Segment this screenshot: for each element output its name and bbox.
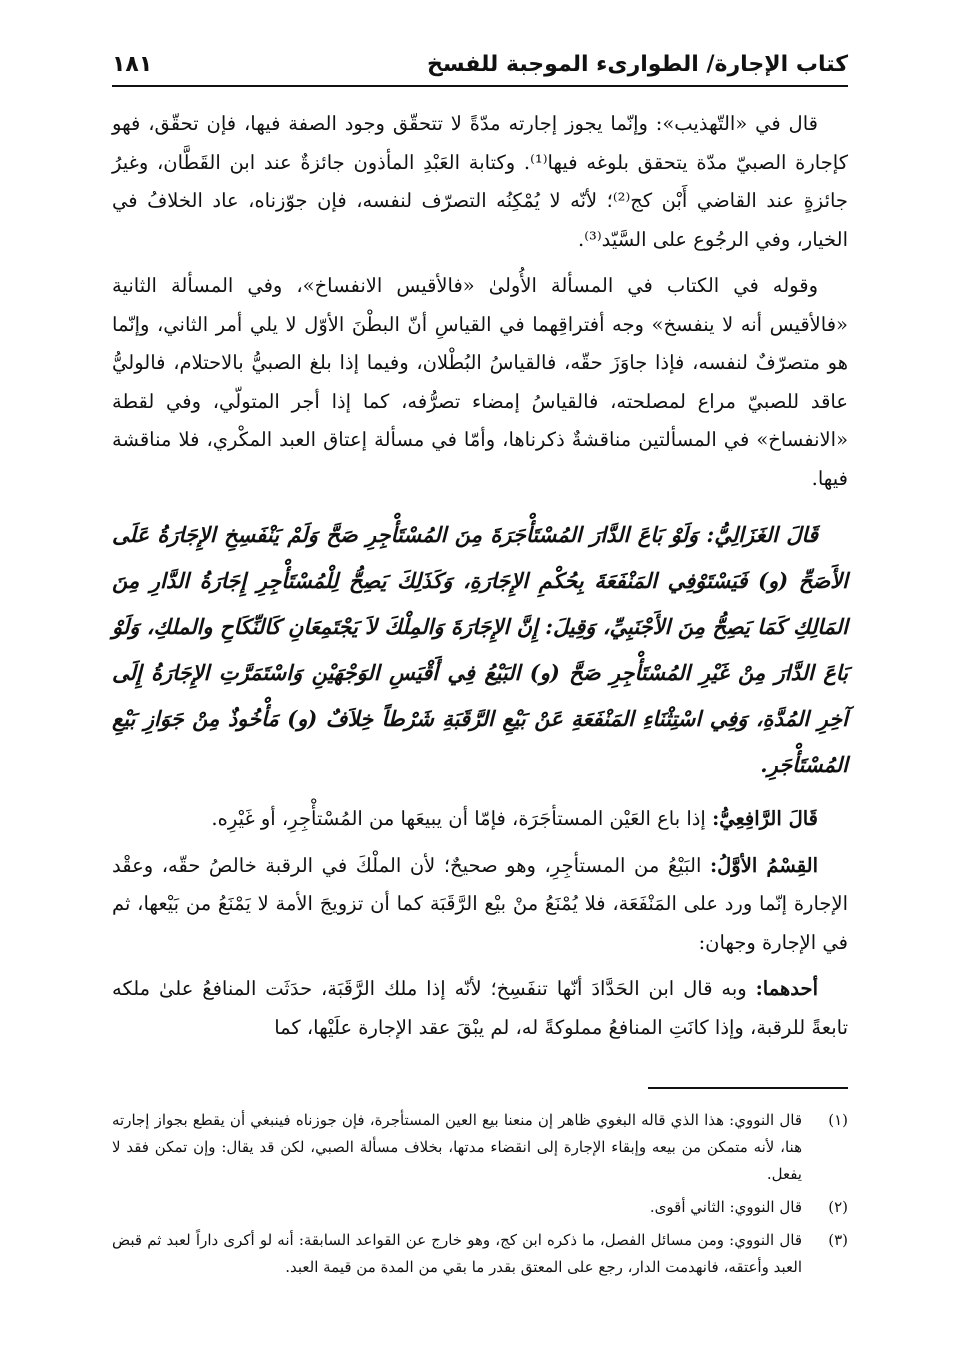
rafii-text: إذا باع العَيْن المستأجَرَة، فإمّا أن يبيعَها من المُسْتأْجِرِ، أو غَيْرِه. xyxy=(211,807,706,830)
footnote xyxy=(112,1107,848,1188)
footnote-separator xyxy=(648,1087,848,1089)
footnote xyxy=(112,1227,848,1281)
footnote-text: قال النووي: هذا الذي قاله البغوي ظاهر إن منعنا بيع العين المستأجرة، فإن جوزناه فينبغي أن يقطع بجواز إجارته هنا، لأنه متمكن من بيعه وإبقاء الإجارة إلى انقضاء مدتها، بخلاف مسألة الصبي، لكن قد يقال: وإن تمكن فقد لا يفعل. xyxy=(112,1111,802,1183)
ahad-label: أحدهما: xyxy=(755,977,818,1000)
qism-label: القِسْمُ الأوَّلُ: xyxy=(709,853,818,877)
footnote-number: (٣) xyxy=(828,1231,848,1249)
footnote-text: قال النووي: الثاني أقوى. xyxy=(649,1198,802,1216)
ghazali-text: وَلَوْ بَاعَ الدَّارَ المُسْتَأْجَرَةَ مِنَ المُسْتَأْجِرِ صَحَّ وَلَمْ يَنْفَسِخِ الإِجَارَةُ عَلَى الأَصَحِّ (و) فَيَسْتَوْفِي المَنْفَعَةَ بِحُكْمِ الإِجَارَةِ، وَكَذَلِكَ يَصِحُّ لِلْمُسْتَأْجِرِ إِجَارَةُ الدَّارِ مِنَ المَالِكِ كَمَا يَصِحُّ مِنَ الأَجْنَبِيِّ، وَقِيلَ: إِنَّ الإِجَارَةَ وَالمِلْكَ لاَ يَجْتَمِعَانِ كَالنِّكَاحِ والملكِ، وَلَوْ بَاعَ الدَّارَ مِنْ غَيْرِ المُسْتَأْجِرِ صَحَّ (و) البَيْعُ فِي أَقْيَسِ الوَجْهَيْنِ وَاسْتَمَرَّتِ الإِجَارَةُ إِلَى آخِرِ المُدَّةِ، وَفِي اسْتِثْنَاءِ المَنْفَعَةِ عَنْ بَيْعِ الرَّقَبَةِ شَرْطاً خِلاَفٌ (و) مَأْخُوذٌ مِنْ جَوَازِ بَيْعِ المُسْتَأْجَرِ. xyxy=(112,522,848,777)
page-header xyxy=(112,52,848,87)
ghazali-label: قَالَ الغَزَالِيُّ: xyxy=(706,522,818,547)
matn-ghazali xyxy=(112,512,848,788)
page-number: ١٨١ xyxy=(112,52,153,77)
footnote-number: (١) xyxy=(828,1111,848,1129)
paragraph-qism-awwal xyxy=(112,847,848,963)
paragraph-rafii xyxy=(112,800,848,839)
main-text xyxy=(112,105,848,1047)
footnotes xyxy=(112,1107,848,1281)
paragraph-qawluhu: وقوله في الكتاب في المسألة الأُولىٰ «فالأقيس الانفساخ»، وفي المسألة الثانية «فالأقيس أنه لا ينفسخ» وجه أفتراقِهما في القياسِ أنّ البطْنَ الأوّل لا يلي أمر الثاني، وإنّما هو متصرّفٌ لنفسه، فإذا جاوَزَ حقّه، فالقياسُ البُطْلان، وفيما إذا بلغ الصبيُّ بالاحتلام، فالوليُّ عاقد للصبيّ مراع لمصلحته، فالقياسُ إمضاء تصرُّفه، كما إذا أجر المتولّي، وفي لقطة «الانفساخ» في المسألتين مناقشةٌ ذكرناها، وأمّا في مسألة إعتاق العبد المكْري، فلا مناقشة فيها. xyxy=(112,274,848,490)
footnote-number: (٢) xyxy=(828,1198,848,1216)
ahad-text: وبه قال ابن الحَدَّادَ أنّها تنفَسِخ؛ لأنّه إذا ملك الرَّقَبَة، حدَثَت المنافعُ علىٰ ملكه تابعةً للرقبة، وإذا كانَتِ المنافعُ مملوكةً له، لم يبْقَ عقد الإجارة علَيْها، كما xyxy=(112,977,848,1039)
rafii-label: قَالَ الرَّافِعِيُّ: xyxy=(712,807,818,830)
paragraph-ahaduhuma xyxy=(112,970,848,1047)
running-title: كتاب الإجارة/ الطوارىء الموجبة للفسخ xyxy=(427,52,848,77)
qism-text: البَيْعُ من المستأجِرِ، وهو صحيحٌ؛ لأن الملْكَ في الرقبة خالصُ حقّه، وعقْد الإجارة إنّما ورد على المَنْفَعَة، فلا يُمْنَعُ منْ بيْع الرَّقَبَة كما أن تزويجَ الأمة لا يَمْنَعُ من بَيْعها، ثم في الإجارة وجهان: xyxy=(112,853,848,954)
paragraph-tahdhib: قال في «التّهذيب»: وإنّما يجوز إجارته مدّةً لا تتحقّق وجود الصفة فيها، فإن تحقّق، فهو كإجارة الصبيّ مدّة يتحقق بلوغه فيها⁽¹⁾. وكتابة العَبْدِ المأذون جائزةٌ عند ابن القَطَّان، وغيرُ جائزةٍ عند القاضي أَبْن كج⁽²⁾؛ لأنّه لا يُمْكِنُه التصرّف لنفسه، فإن جوّزناه، عاد الخلافُ في الخيار، وفي الرجُوع على السَّيّد⁽³⁾. xyxy=(112,112,848,251)
footnote xyxy=(112,1194,848,1221)
footnote-text: قال النووي: ومن مسائل الفصل، ما ذكره ابن كج، وهو خارج عن القواعد السابقة: أنه لو أكرى داراً لعبد ثم قبض العبد وأعتقه، فانهدمت الدار، رجع على المعتق بقدر ما بقي من المدة من قيمة العبد. xyxy=(112,1231,802,1276)
